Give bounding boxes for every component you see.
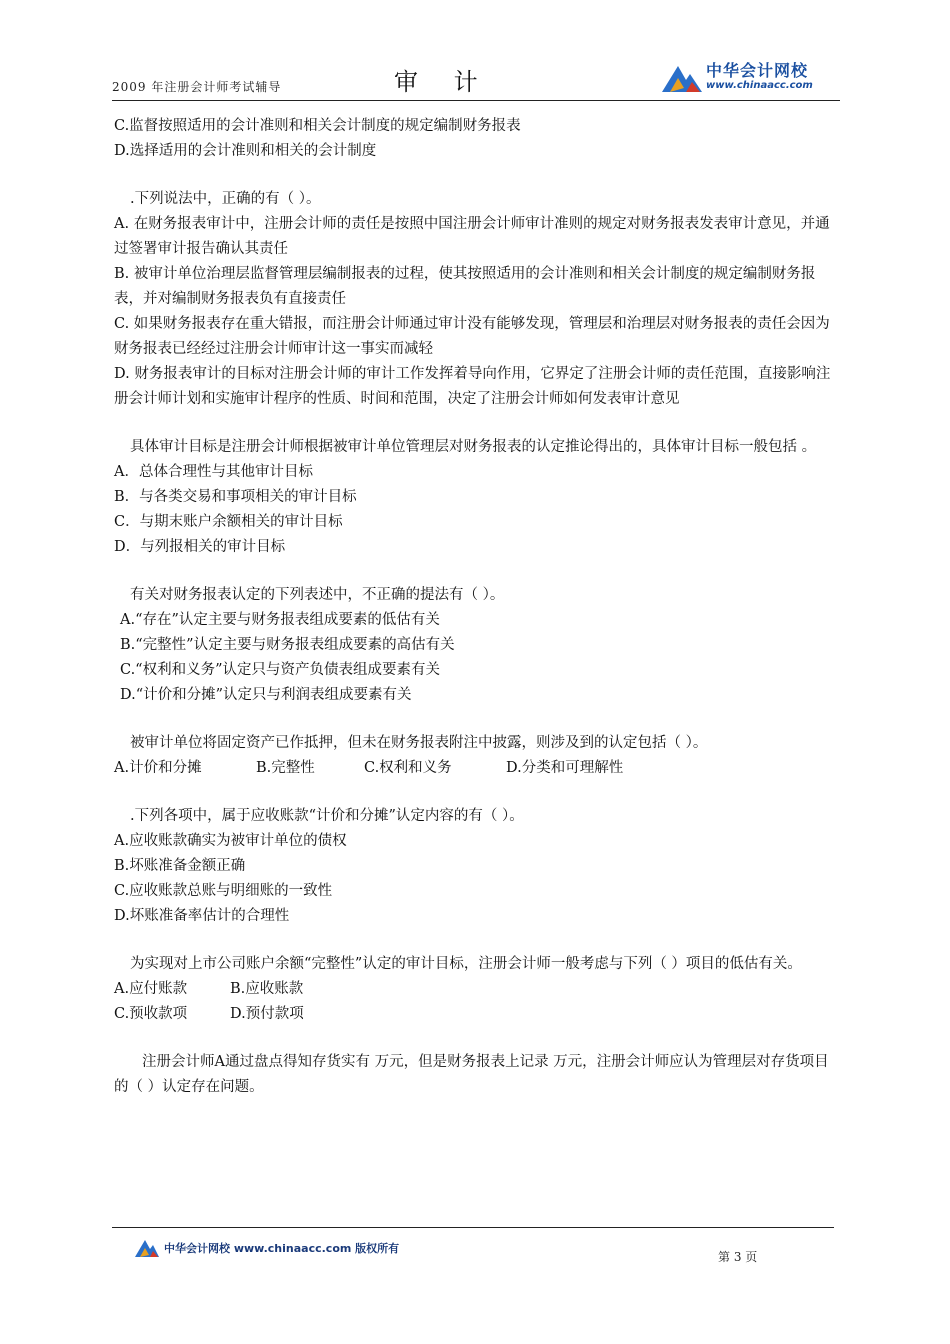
footer-rule <box>112 1227 834 1228</box>
question-text: 具体审计目标是注册会计师根据被审计单位管理层对财务报表的认定推论得出的，具体审计目标一般包括 。 <box>130 439 817 455</box>
option-item: C.权利和义务 <box>364 760 452 776</box>
option-item: A.计价和分摊 <box>114 760 202 776</box>
question-text: 注册会计师A通过盘点得知存货实有 万元，但是财务报表上记录 万元，注册会计师应认为管理层对存货项目的（ ）认定存在问题。 <box>114 1054 829 1095</box>
option-line: D．与列报相关的审计目标 <box>114 539 286 555</box>
option-item: B.完整性 <box>256 760 315 776</box>
option-line: C.“权利和义务”认定只与资产负债表组成要素有关 <box>120 662 441 678</box>
footer-logo-icon <box>134 1236 160 1258</box>
page-number: 第 3 页 <box>718 1250 758 1264</box>
question-text: 为实现对上市公司账户余额“完整性”认定的审计目标，注册会计师一般考虑与下列（ ）项目的低估有关。 <box>130 956 802 972</box>
option-item: B.应收账款 <box>230 981 304 997</box>
option-line: C.应收账款总账与明细账的一致性 <box>114 883 333 899</box>
option-line: B.“完整性”认定主要与财务报表组成要素的高估有关 <box>120 637 455 653</box>
question-text: .下列各项中，属于应收账款“计价和分摊”认定内容的有（ ）。 <box>130 808 524 824</box>
option-line: C．与期末账户余额相关的审计目标 <box>114 514 343 530</box>
option-line: A. 在财务报表审计中，注册会计师的责任是按照中国注册会计师审计准则的规定对财务报表发表审计意见，并通过签署审计报告确认其责任 <box>114 216 830 257</box>
option-line: C. 如果财务报表存在重大错报，而注册会计师通过审计没有能够发现，管理层和治理层对财务报表的责任会因为财务报表已经经过注册会计师审计这一事实而减轻 <box>114 316 830 357</box>
logo-text-cn: 中华会计网校 <box>706 61 809 80</box>
option-line: B.坏账准备金额正确 <box>114 858 246 874</box>
page-footer <box>134 1236 834 1266</box>
page-header <box>112 56 842 102</box>
logo-url: www.chinaacc.com <box>706 80 813 91</box>
question-text: 有关对财务报表认定的下列表述中，不正确的提法有（ ）。 <box>130 587 505 603</box>
option-item: A.应付账款 <box>114 981 188 997</box>
option-line: C.监督按照适用的会计准则和相关会计制度的规定编制财务报表 <box>114 118 521 134</box>
logo-mountain-icon <box>660 60 704 94</box>
option-line: D.“计价和分摊”认定只与利润表组成要素有关 <box>120 687 412 703</box>
option-line: D.选择适用的会计准则和相关的会计制度 <box>114 143 377 159</box>
option-line: B. 被审计单位治理层监督管理层编制报表的过程，使其按照适用的会计准则和相关会计制度的规定编制财务报表，并对编制财务报表负有直接责任 <box>114 266 816 307</box>
header-title: 审 计 <box>394 68 492 96</box>
footer-copyright: 中华会计网校 www.chinaacc.com 版权所有 <box>164 1242 400 1255</box>
option-row <box>114 756 838 781</box>
option-line: D. 财务报表审计的目标对注册会计师的审计工作发挥着导向作用，它界定了注册会计师的责任范围，直接影响注册会计师计划和实施审计程序的性质、时间和范围，决定了注册会计师如何发表审计意见 <box>114 366 831 407</box>
option-line: A.应收账款确实为被审计单位的债权 <box>114 833 347 849</box>
option-row <box>114 1002 838 1027</box>
option-item: D.预付款项 <box>230 1006 304 1022</box>
option-item: D.分类和可理解性 <box>506 760 624 776</box>
option-line: B．与各类交易和事项相关的审计目标 <box>114 489 357 505</box>
header-rule <box>112 100 840 101</box>
option-line: D.坏账准备率估计的合理性 <box>114 908 290 924</box>
question-text: 被审计单位将固定资产已作抵押，但未在财务报表附注中披露，则涉及到的认定包括（ ）。 <box>130 735 708 751</box>
option-item: C.预收款项 <box>114 1006 188 1022</box>
document-body <box>114 114 838 1100</box>
option-line: A．总体合理性与其他审计目标 <box>114 464 313 480</box>
option-line: A.“存在”认定主要与财务报表组成要素的低估有关 <box>120 612 440 628</box>
option-row <box>114 977 838 1002</box>
question-text: .下列说法中，正确的有（ ）。 <box>130 191 321 207</box>
chinaacc-logo <box>660 56 850 98</box>
header-left-text: 2009 年注册会计师考试辅导 <box>112 80 282 94</box>
